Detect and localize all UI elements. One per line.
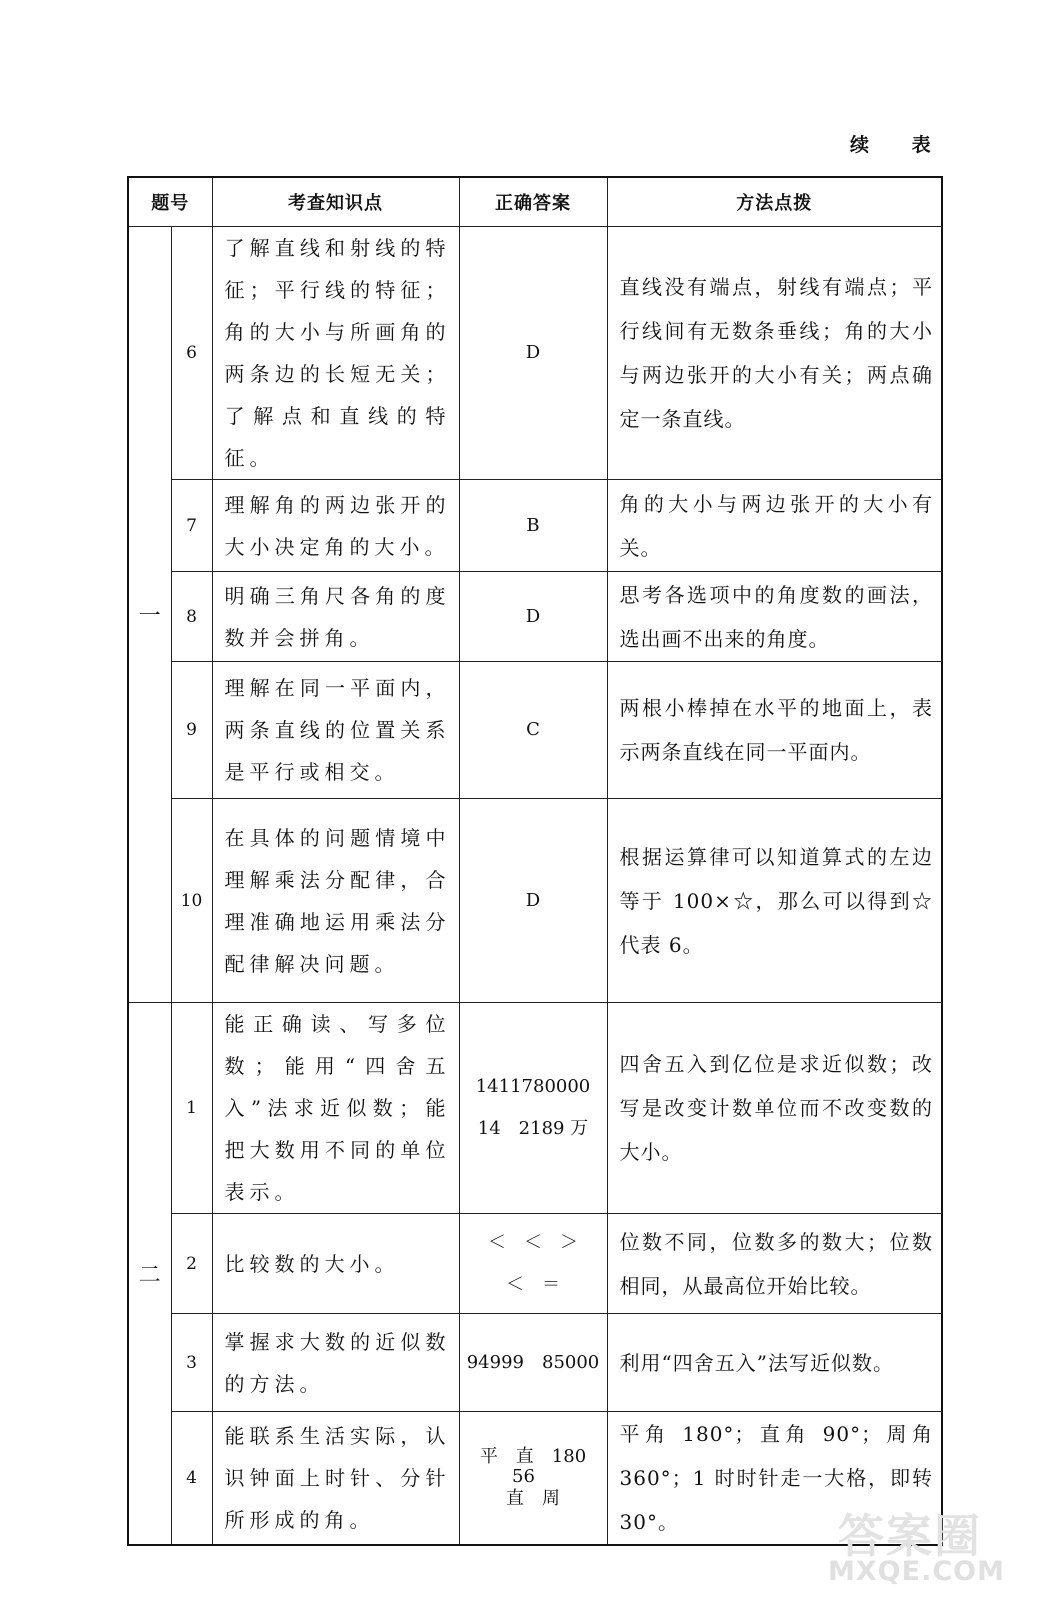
knowledge-point: 了解直线和射线的特征；平行线的特征；角的大小与所画角的两条边的长短无关；了解点和直线的特征。: [212, 227, 459, 480]
knowledge-point: 理解角的两边张开的大小决定角的大小。: [212, 480, 459, 572]
table-row: [128, 799, 942, 1003]
question-number: 1: [171, 1003, 212, 1214]
answer-line: 94999 85000: [466, 1351, 600, 1373]
correct-answer: [459, 1314, 607, 1412]
header-method: 方法点拨: [607, 177, 942, 227]
correct-answer: [459, 662, 607, 799]
question-number: 9: [171, 662, 212, 799]
table-row: [128, 1214, 942, 1314]
correct-answer: [459, 572, 607, 662]
method-tip: 利用“四舍五入”法写近似数。: [607, 1314, 942, 1412]
correct-answer: [459, 227, 607, 480]
table-row: [128, 1003, 942, 1214]
table-row: [128, 227, 942, 480]
section-label: 二: [128, 1003, 171, 1546]
section-label: 一: [128, 227, 171, 1003]
watermark-logo: [826, 1500, 1036, 1592]
method-tip: 根据运算律可以知道算式的左边等于 100×☆，那么可以得到☆代表 6。: [607, 799, 942, 1003]
correct-answer: [459, 799, 607, 1003]
knowledge-point: 比较数的大小。: [212, 1214, 459, 1314]
question-number: 10: [171, 799, 212, 1003]
watermark-text-bottom: MXQE.COM: [828, 1556, 1005, 1587]
header-answer: 正确答案: [459, 177, 607, 227]
question-number: 4: [171, 1412, 212, 1546]
question-number: 2: [171, 1214, 212, 1314]
knowledge-point: 掌握求大数的近似数的方法。: [212, 1314, 459, 1412]
correct-answer: [459, 1214, 607, 1314]
answer-line: 1411780000: [475, 1076, 591, 1097]
knowledge-point: 理解在同一平面内，两条直线的位置关系是平行或相交。: [212, 662, 459, 799]
method-tip: 两根小棒掉在水平的地面上，表示两条直线在同一平面内。: [607, 662, 942, 799]
answer-line: 直 周: [506, 1488, 560, 1509]
question-number: 8: [171, 572, 212, 662]
answer-line: C: [526, 719, 540, 740]
answer-line: D: [525, 342, 541, 363]
answer-line: B: [526, 514, 540, 536]
answer-line: 平 直 180: [479, 1446, 587, 1467]
answer-line: ＜ ＝: [506, 1273, 560, 1295]
knowledge-point: 明确三角尺各角的度数并会拼角。: [212, 572, 459, 662]
table-row: [128, 480, 942, 572]
method-tip: 角的大小与两边张开的大小有关。: [607, 480, 942, 572]
method-tip: 四舍五入到亿位是求近似数；改写是改变计数单位而不改变数的大小。: [607, 1003, 942, 1214]
answer-line: 14 2189 万: [477, 1118, 589, 1139]
table-row: [128, 572, 942, 662]
header-number: 题号: [128, 177, 212, 227]
question-number: 3: [171, 1314, 212, 1412]
watermark-text-top: 答案圈: [838, 1509, 982, 1563]
answer-line: D: [525, 605, 541, 627]
knowledge-point: 在具体的问题情境中理解乘法分配律，合理准确地运用乘法分配律解决问题。: [212, 799, 459, 1003]
answer-line: ＜ ＜ ＞: [488, 1231, 578, 1253]
correct-answer: [459, 1003, 607, 1214]
question-number: 7: [171, 480, 212, 572]
continued-label: 续 表: [850, 134, 949, 156]
table-row: [128, 1314, 942, 1412]
header-knowledge: 考查知识点: [212, 177, 459, 227]
correct-answer: [459, 480, 607, 572]
knowledge-point: 能联系生活实际，认识钟面上时针、分针所形成的角。: [212, 1412, 459, 1546]
answer-line: D: [525, 889, 541, 911]
table-header-row: [128, 177, 942, 227]
page-number: 56: [512, 1466, 535, 1487]
method-tip: 位数不同，位数多的数大；位数相同，从最高位开始比较。: [607, 1214, 942, 1314]
question-number: 6: [171, 227, 212, 480]
knowledge-point: 能正确读、写多位数；能用“四舍五入”法求近似数；能把大数用不同的单位表示。: [212, 1003, 459, 1214]
table-row: [128, 662, 942, 799]
method-tip: 直线没有端点，射线有端点；平行线间有无数条垂线；角的大小与两边张开的大小有关；两点确定一条直线。: [607, 227, 942, 480]
method-tip: 平角 180°；直角 90°；周角 360°；1 时时针走一大格，即转 30°。: [607, 1412, 942, 1546]
method-tip: 思考各选项中的角度数的画法，选出画不出来的角度。: [607, 572, 942, 662]
answer-table: [127, 176, 943, 1546]
